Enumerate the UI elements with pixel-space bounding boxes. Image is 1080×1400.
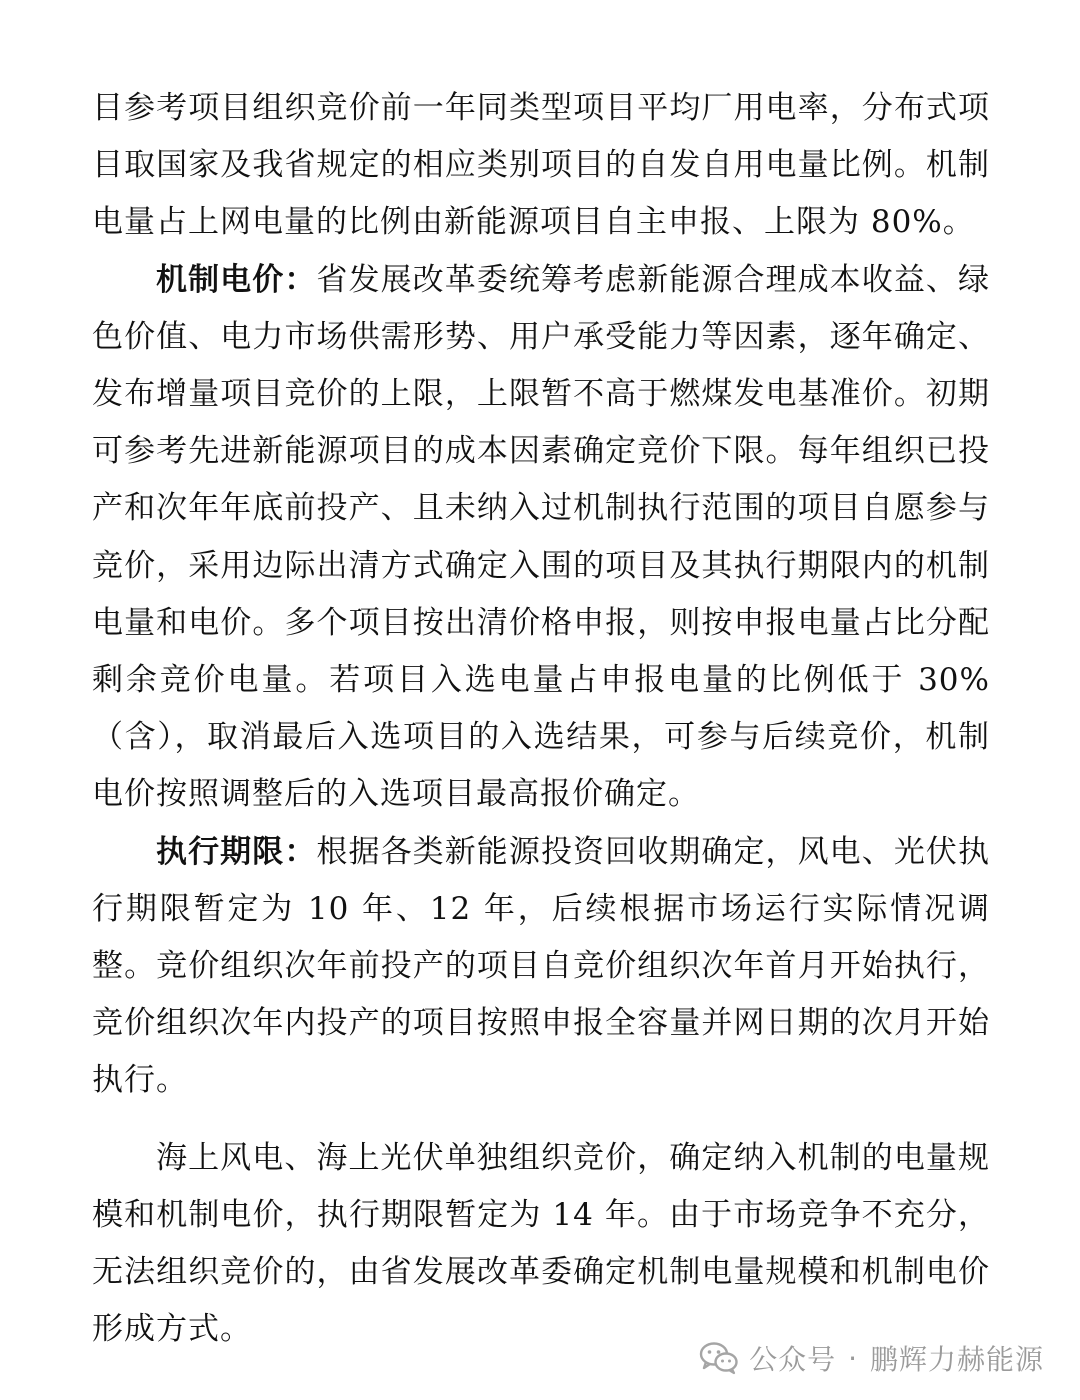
paragraph-offshore: [92, 1130, 990, 1359]
document-body: [92, 80, 990, 1358]
paragraph-execution-period: [92, 824, 990, 1110]
term-mechanism-price: 机制电价：: [156, 261, 317, 298]
term-execution-period: 执行期限：: [156, 833, 317, 870]
watermark-account-name: 鹏辉力赫能源: [869, 1343, 1044, 1376]
watermark-separator: ·: [848, 1341, 858, 1375]
paragraph-4-text: 海上风电、海上光伏单独组织竞价，确定纳入机制的电量规模和机制电价，执行期限暂定为 14 年。由于市场竞争不充分，无法组织竞价的，由省发展改革委确定机制电量规模和机制电价形成方式。: [92, 1139, 990, 1348]
paragraph-mechanism-price: [92, 252, 990, 824]
paragraph-2-text: 省发展改革委统筹考虑新能源合理成本收益、绿色价值、电力市场供需形势、用户承受能力等因素，逐年确定、发布增量项目竞价的上限，上限暂不高于燃煤发电基准价。初期可参考先进新能源项目的成本因素确定竞价下限。每年组织已投产和次年年底前投产、且未纳入过机制执行范围的项目自愿参与竞价，采用边际出清方式确定入围的项目及其执行期限内的机制电量和电价。多个项目按出清价格申报，则按申报电量占比分配剩余竞价电量。若项目入选电量占申报电量的比例低于 30%（含），取消最后入选项目的入选结果，可参与后续竞价，机制电价按照调整后的入选项目最高报价确定。: [92, 261, 991, 813]
paragraph-continuation: [92, 80, 990, 252]
wechat-icon: [699, 1341, 739, 1375]
wechat-watermark: [699, 1334, 1044, 1382]
paragraph-1-text: 目参考项目组织竞价前一年同类型项目平均厂用电率，分布式项目取国家及我省规定的相应类别项目的自发自用电量比例。机制电量占上网电量的比例由新能源项目自主申报、上限为 80%。: [92, 90, 990, 241]
paragraph-3-text: 根据各类新能源投资回收期确定，风电、光伏执行期限暂定为 10 年、12 年，后续根据市场运行实际情况调整。竞价组织次年前投产的项目自竞价组织次年首月开始执行，竞价组织次年内投产的项目按照申报全容量并网日期的次月开始执行。: [92, 833, 991, 1099]
watermark-prefix: 公众号: [749, 1343, 837, 1376]
